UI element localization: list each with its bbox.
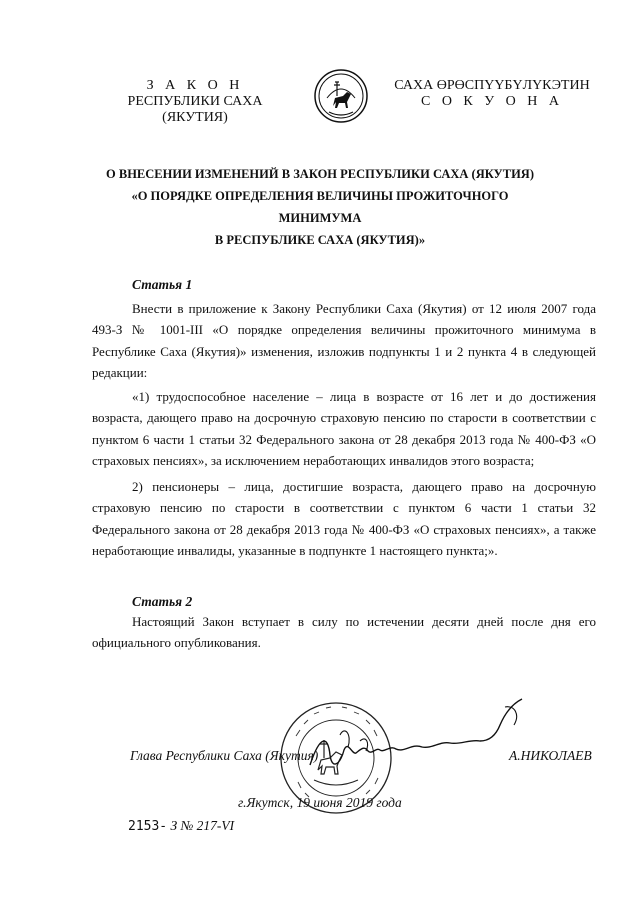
- coat-of-arms-icon: [313, 68, 369, 124]
- article-2-heading: Статья 2: [132, 594, 193, 609]
- article-1-paragraph-1: Внести в приложение к Закону Республики Саха (Якутия) от 12 июля 2007 года 493-З № 1001-III «О порядке определения величины прожиточного минимума в Республике Саха (Якутия)» изменения, изложив подпункты 1 и 2 пункта 4 в следующей редакции:: [92, 301, 596, 380]
- article-1-paragraph-2: «1) трудоспособное население – лица в возрасте от 16 лет и до достижения возраста, дающего право на досрочную страховую пенсию по старости в соответствии с пунктом 6 части 1 статьи 32 Федерального закона от 28 декабря 2013 года № 400-ФЗ «О страховых пенсиях», за исключением неработающих инвалидов этого возраста;: [92, 389, 596, 468]
- registration-code: З № 217-VI: [170, 818, 235, 833]
- article-1-paragraph-3: 2) пенсионеры – лица, достигшие возраста, дающего право на досрочную страховую пенсию по старости в соответствии с пунктом 6 части 1 статьи 32 Федерального закона от 28 декабря 2013 года № 400-ФЗ «О страховых пенсиях», а также неработающие инвалиды, указанные в подпункте 1 настоящего пункта;».: [92, 479, 596, 558]
- article-2-paragraph-1: Настоящий Закон вступает в силу по истечении десяти дней после дня его официального опубликования.: [92, 614, 596, 651]
- title-line-3: В РЕСПУБЛИКЕ САХА (ЯКУТИЯ)»: [214, 233, 426, 247]
- header-left: [95, 78, 295, 126]
- republic-name-sakha: САХА ӨРӨСПҮҮБҮЛҮКЭТИН: [394, 78, 590, 93]
- registration-number: [128, 818, 234, 834]
- signatory-name: А.НИКОЛАЕВ: [509, 748, 592, 763]
- republic-name: РЕСПУБЛИКИ САХА (ЯКУТИЯ): [127, 94, 263, 125]
- law-label-sakha: С О К У О Н А: [420, 94, 564, 109]
- title-line-2: «О ПОРЯДКЕ ОПРЕДЕЛЕНИЯ ВЕЛИЧИНЫ ПРОЖИТОЧНОГО МИНИМУМА: [131, 189, 509, 225]
- registration-prefix: 2153-: [128, 819, 168, 834]
- article-1-heading: Статья 1: [132, 277, 193, 292]
- law-label: З А К О Н: [146, 78, 244, 93]
- signatory-position: Глава Республики Саха (Якутия): [130, 748, 319, 763]
- title-line-1: О ВНЕСЕНИИ ИЗМЕНЕНИЙ В ЗАКОН РЕСПУБЛИКИ САХА (ЯКУТИЯ): [106, 167, 534, 181]
- handwritten-signature-icon: [300, 695, 540, 785]
- signing-place-date: г.Якутск, 19 июня 2019 года: [238, 795, 402, 810]
- document-title: [90, 163, 550, 251]
- header-right: [382, 78, 602, 110]
